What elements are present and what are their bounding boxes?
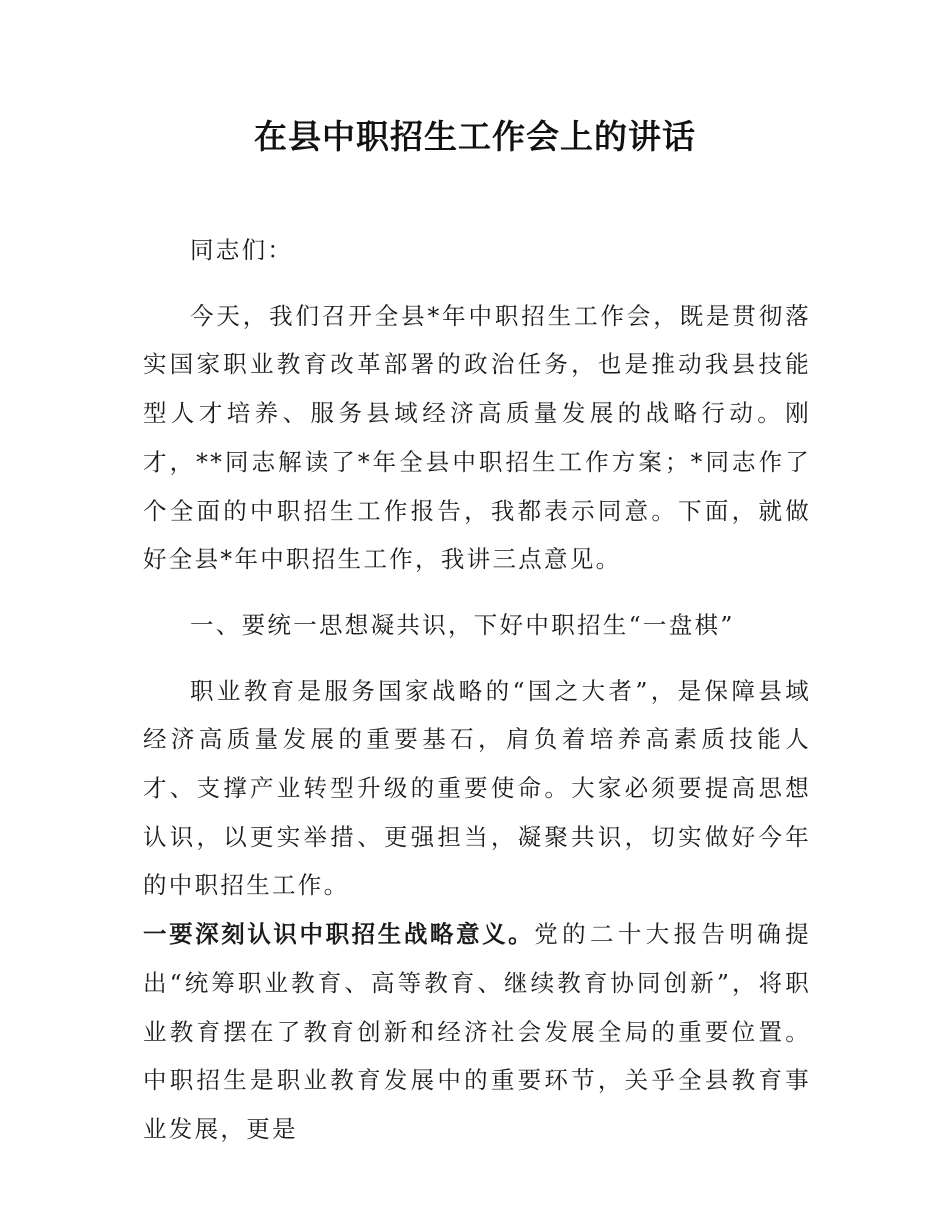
point-1-lead: 一要深刻认识中职招生战略意义。 — [143, 920, 535, 949]
salutation: 同志们： — [190, 236, 294, 264]
section-heading-1: 一、要统一思想凝共识，下好中职招生“一盘棋” — [190, 610, 735, 639]
paragraph-intro: 今天，我们召开全县*年中职招生工作会，既是贯彻落实国家职业教育改革部署的政治任务，也是推动我县技能型人才培养、服务县域经济高质量发展的战略行动。刚才，**同志解读了*年全县中职招生工作方案；*同志作了个全面的中职招生工作报告，我都表示同意。下面，就做好全县*年中职招生工作，我讲三点意见。 — [143, 301, 811, 574]
point-1-text: 党的二十大报告明确提出“统筹职业教育、高等教育、继续教育协同创新”，将职业教育摆在了教育创新和经济社会发展全局的重要位置。中职招生是职业教育发展中的重要环节，关乎全县教育事业发展，更是 — [143, 920, 811, 1143]
document-body — [143, 226, 811, 1154]
point-1-paragraph — [143, 910, 811, 1154]
paragraph-section-1: 职业教育是服务国家战略的“国之大者”，是保障县域经济高质量发展的重要基石，肩负着培养高素质技能人才、支撑产业转型升级的重要使命。大家必须要提高思想认识，以更实举措、更强担当，凝聚共识，切实做好今年的中职招生工作。 — [143, 676, 811, 900]
document-title: 在县中职招生工作会上的讲话 — [254, 117, 696, 156]
